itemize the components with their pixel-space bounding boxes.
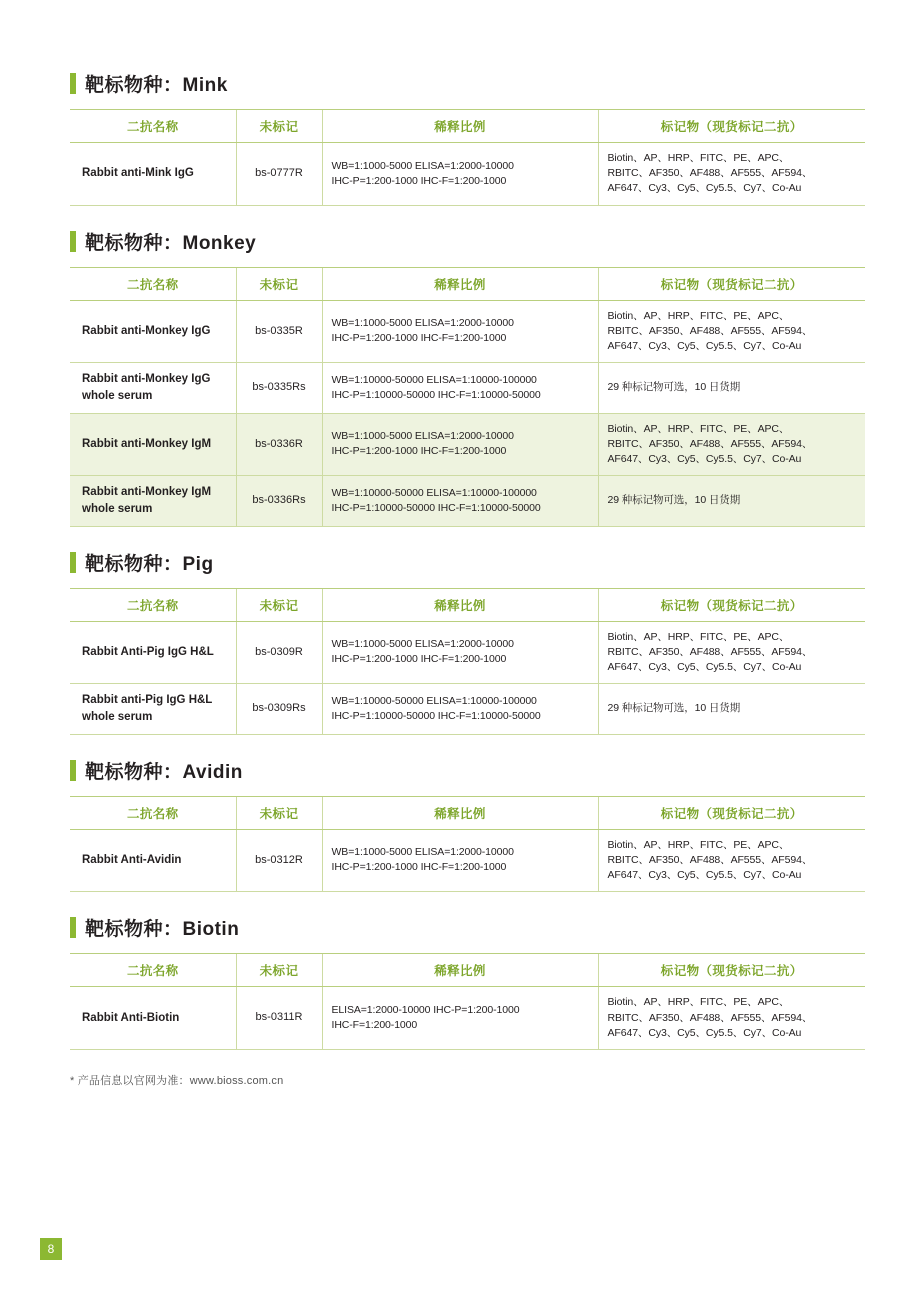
table-row xyxy=(70,476,865,526)
dilution-cell: WB=1:1000-5000 ELISA=1:2000-10000 IHC-P=1:200-1000 IHC-F=1:200-1000 xyxy=(322,143,598,206)
column-header: 未标记 xyxy=(236,110,322,143)
section-title xyxy=(70,914,862,941)
table-header-row xyxy=(70,588,865,621)
dilution-cell: ELISA=1:2000-10000 IHC-P=1:200-1000 IHC-F=1:200-1000 xyxy=(322,987,598,1050)
table-header-row xyxy=(70,267,865,300)
catalog-number-cell: bs-0312R xyxy=(236,829,322,892)
section-title-text: 靶标物种：Pig xyxy=(85,553,214,575)
table-header-row xyxy=(70,954,865,987)
antibody-table xyxy=(70,796,865,893)
footnote: * 产品信息以官网为准：www.bioss.com.cn xyxy=(70,1074,284,1087)
conjugate-cell: Biotin、AP、HRP、FITC、PE、APC、 RBITC、AF350、AF488、AF555、AF594、 AF647、Cy3、Cy5、Cy5.5、Cy7、Co-Au xyxy=(598,413,865,476)
section-title-text: 靶标物种：Mink xyxy=(85,75,228,96)
column-header: 未标记 xyxy=(236,267,322,300)
catalog-number-cell: bs-0309R xyxy=(236,621,322,684)
conjugate-cell: 29 种标记物可选，10 日货期 xyxy=(598,476,865,526)
catalog-number-cell: bs-0336R xyxy=(236,413,322,476)
column-header: 稀释比例 xyxy=(322,110,598,143)
species-section xyxy=(55,70,862,206)
sections-container xyxy=(55,70,862,1050)
table-row xyxy=(70,363,865,413)
accent-bar-icon xyxy=(70,231,76,252)
dilution-cell: WB=1:1000-5000 ELISA=1:2000-10000 IHC-P=1:200-1000 IHC-F=1:200-1000 xyxy=(322,413,598,476)
column-header: 未标记 xyxy=(236,954,322,987)
section-title-text: 靶标物种：Biotin xyxy=(85,919,240,941)
table-row xyxy=(70,143,865,206)
accent-bar-icon xyxy=(70,73,76,94)
antibody-name-cell: Rabbit anti-Mink IgG xyxy=(70,143,236,206)
species-section xyxy=(55,914,862,1050)
dilution-cell: WB=1:10000-50000 ELISA=1:10000-100000 IHC-P=1:10000-50000 IHC-F=1:10000-50000 xyxy=(322,363,598,413)
table-row xyxy=(70,621,865,684)
catalog-number-cell: bs-0336Rs xyxy=(236,476,322,526)
dilution-cell: WB=1:10000-50000 ELISA=1:10000-100000 IHC-P=1:10000-50000 IHC-F=1:10000-50000 xyxy=(322,684,598,734)
antibody-table xyxy=(70,588,865,735)
column-header: 未标记 xyxy=(236,796,322,829)
column-header: 未标记 xyxy=(236,588,322,621)
dilution-cell: WB=1:1000-5000 ELISA=1:2000-10000 IHC-P=1:200-1000 IHC-F=1:200-1000 xyxy=(322,300,598,363)
column-header: 二抗名称 xyxy=(70,588,236,621)
column-header: 标记物（现货标记二抗） xyxy=(598,954,865,987)
table-header-row xyxy=(70,110,865,143)
column-header: 稀释比例 xyxy=(322,588,598,621)
section-title xyxy=(70,549,862,576)
table-row xyxy=(70,413,865,476)
antibody-name-cell: Rabbit anti-Pig IgG H&L whole serum xyxy=(70,684,236,734)
conjugate-cell: Biotin、AP、HRP、FITC、PE、APC、 RBITC、AF350、AF488、AF555、AF594、 AF647、Cy3、Cy5、Cy5.5、Cy7、Co-Au xyxy=(598,987,865,1050)
antibody-table xyxy=(70,109,865,206)
accent-bar-icon xyxy=(70,917,76,938)
species-section xyxy=(55,228,862,527)
column-header: 二抗名称 xyxy=(70,954,236,987)
catalog-number-cell: bs-0335Rs xyxy=(236,363,322,413)
table-row xyxy=(70,829,865,892)
conjugate-cell: 29 种标记物可选，10 日货期 xyxy=(598,363,865,413)
column-header: 稀释比例 xyxy=(322,954,598,987)
column-header: 二抗名称 xyxy=(70,796,236,829)
conjugate-cell: Biotin、AP、HRP、FITC、PE、APC、 RBITC、AF350、AF488、AF555、AF594、 AF647、Cy3、Cy5、Cy5.5、Cy7、Co-Au xyxy=(598,829,865,892)
conjugate-cell: 29 种标记物可选，10 日货期 xyxy=(598,684,865,734)
dilution-cell: WB=1:10000-50000 ELISA=1:10000-100000 IHC-P=1:10000-50000 IHC-F=1:10000-50000 xyxy=(322,476,598,526)
catalog-number-cell: bs-0309Rs xyxy=(236,684,322,734)
conjugate-cell: Biotin、AP、HRP、FITC、PE、APC、 RBITC、AF350、AF488、AF555、AF594、 AF647、Cy3、Cy5、Cy5.5、Cy7、Co-Au xyxy=(598,300,865,363)
antibody-name-cell: Rabbit Anti-Biotin xyxy=(70,987,236,1050)
column-header: 二抗名称 xyxy=(70,267,236,300)
species-section xyxy=(55,549,862,735)
antibody-name-cell: Rabbit anti-Monkey IgG xyxy=(70,300,236,363)
column-header: 标记物（现货标记二抗） xyxy=(598,267,865,300)
section-title xyxy=(70,757,862,784)
column-header: 标记物（现货标记二抗） xyxy=(598,110,865,143)
table-row xyxy=(70,987,865,1050)
table-row xyxy=(70,300,865,363)
antibody-table xyxy=(70,267,865,527)
column-header: 稀释比例 xyxy=(322,796,598,829)
page-number-badge: 8 xyxy=(40,1238,62,1260)
catalog-number-cell: bs-0311R xyxy=(236,987,322,1050)
section-title-text: 靶标物种：Avidin xyxy=(85,761,243,783)
species-section xyxy=(55,757,862,893)
accent-bar-icon xyxy=(70,760,76,781)
dilution-cell: WB=1:1000-5000 ELISA=1:2000-10000 IHC-P=1:200-1000 IHC-F=1:200-1000 xyxy=(322,829,598,892)
conjugate-cell: Biotin、AP、HRP、FITC、PE、APC、 RBITC、AF350、AF488、AF555、AF594、 AF647、Cy3、Cy5、Cy5.5、Cy7、Co-Au xyxy=(598,143,865,206)
section-title xyxy=(70,228,862,255)
conjugate-cell: Biotin、AP、HRP、FITC、PE、APC、 RBITC、AF350、AF488、AF555、AF594、 AF647、Cy3、Cy5、Cy5.5、Cy7、Co-Au xyxy=(598,621,865,684)
section-title-text: 靶标物种：Monkey xyxy=(85,232,257,254)
column-header: 标记物（现货标记二抗） xyxy=(598,588,865,621)
antibody-name-cell: Rabbit anti-Monkey IgG whole serum xyxy=(70,363,236,413)
antibody-name-cell: Rabbit Anti-Pig IgG H&L xyxy=(70,621,236,684)
accent-bar-icon xyxy=(70,552,76,573)
table-row xyxy=(70,684,865,734)
catalog-number-cell: bs-0335R xyxy=(236,300,322,363)
antibody-table xyxy=(70,953,865,1050)
table-header-row xyxy=(70,796,865,829)
antibody-name-cell: Rabbit anti-Monkey IgM xyxy=(70,413,236,476)
antibody-name-cell: Rabbit anti-Monkey IgM whole serum xyxy=(70,476,236,526)
dilution-cell: WB=1:1000-5000 ELISA=1:2000-10000 IHC-P=1:200-1000 IHC-F=1:200-1000 xyxy=(322,621,598,684)
section-title xyxy=(70,70,862,97)
catalog-number-cell: bs-0777R xyxy=(236,143,322,206)
column-header: 标记物（现货标记二抗） xyxy=(598,796,865,829)
column-header: 二抗名称 xyxy=(70,110,236,143)
antibody-name-cell: Rabbit Anti-Avidin xyxy=(70,829,236,892)
column-header: 稀释比例 xyxy=(322,267,598,300)
